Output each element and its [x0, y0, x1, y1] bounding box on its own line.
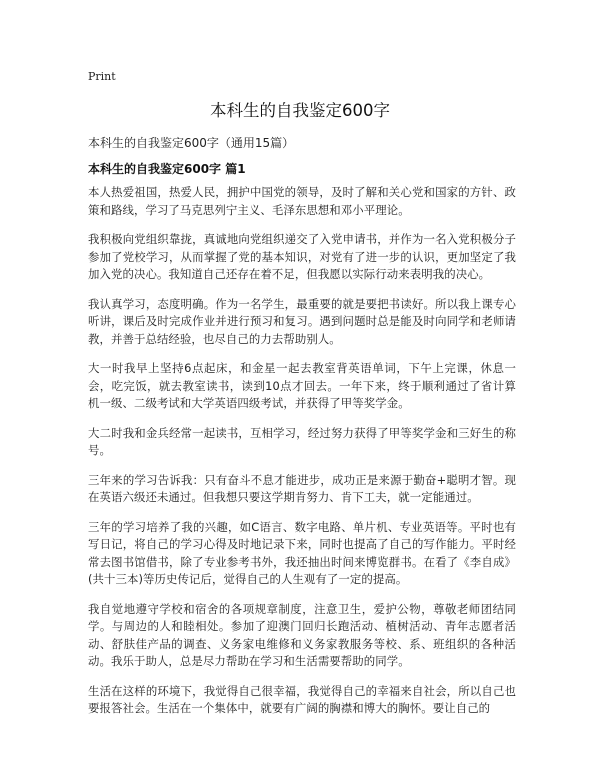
paragraph: 三年的学习培养了我的兴趣，如C语言、数字电路、单片机、专业英语等。平时也有写日记，将自己的学习心得及时地记录下来，同时也提高了自己的写作能力。平时经常去图书馆借书，除了专业参考书外，我还抽出时间来博览群书。在看了《李自成》(共十三本)等历史传记后，觉得自己的人生观有了一定的提高。	[88, 519, 516, 586]
paragraph: 大一时我早上坚持6点起床，和金星一起去教室背英语单词，下午上完课，休息一会，吃完饭，就去教室读书，读到10点才回去。一年下来，终于顺利通过了省计算机一级、二级考试和大学英语四级考试，并获得了甲等奖学金。	[88, 361, 516, 410]
paragraph: 我认真学习，态度明确。作为一名学生，最重要的就是要把书读好。所以我上课专心听讲，课后及时完成作业并进行预习和复习。遇到问题时总是能及时向同学和老师请教，并善于总结经验，也尽自己的力去帮助别人。	[88, 296, 516, 346]
paragraph: 大二时我和金兵经常一起读书，互相学习，经过努力获得了甲等奖学金和三好生的称号。	[88, 425, 516, 457]
section-heading: 本科生的自我鉴定600字 篇1	[88, 162, 246, 176]
paragraph: 三年来的学习告诉我：只有奋斗不息才能进步，成功正是来源于勤奋+聪明才智。现在英语六级还未通过。但我想只要这学期肯努力、肯下工夫，就一定能通过。	[88, 472, 516, 504]
paragraph: 我积极向党组织靠拢，真诚地向党组织递交了入党申请书，并作为一名入党积极分子参加了党校学习，从而掌握了党的基本知识，对党有了进一步的认识，更加坚定了我加入党的决心。我知道自己还存在着不足，但我愿以实际行动来表明我的决心。	[88, 232, 516, 281]
paragraph: 我自觉地遵守学校和宿舍的各项规章制度，注意卫生，爱护公物，尊敬老师团结同学。与周边的人和睦相处。参加了迎澳门回归长跑活动、植树活动、青年志愿者活动、舒肤佳产品的调查、义务家电维修和义务家教服务等校、系、班组织的各种活动。我乐于助人，总是尽力帮助在学习和生活需要帮助的同学。	[88, 601, 516, 668]
paragraph: 本人热爱祖国，热爱人民，拥护中国党的领导，及时了解和关心党和国家的方针、政策和路线，学习了马克思列宁主义、毛泽东思想和邓小平理论。	[88, 185, 516, 217]
document-body	[88, 184, 516, 730]
print-link[interactable]: Print	[88, 70, 116, 83]
document-subtitle: 本科生的自我鉴定600字（通用15篇）	[88, 136, 295, 150]
paragraph: 生活在这样的环境下，我觉得自己很幸福，我觉得自己的幸福来自社会，所以自己也要报答社会。生活在一个集体中，就要有广阔的胸襟和博大的胸怀。要让自己的	[88, 683, 516, 715]
page-title: 本科生的自我鉴定600字	[210, 101, 390, 120]
